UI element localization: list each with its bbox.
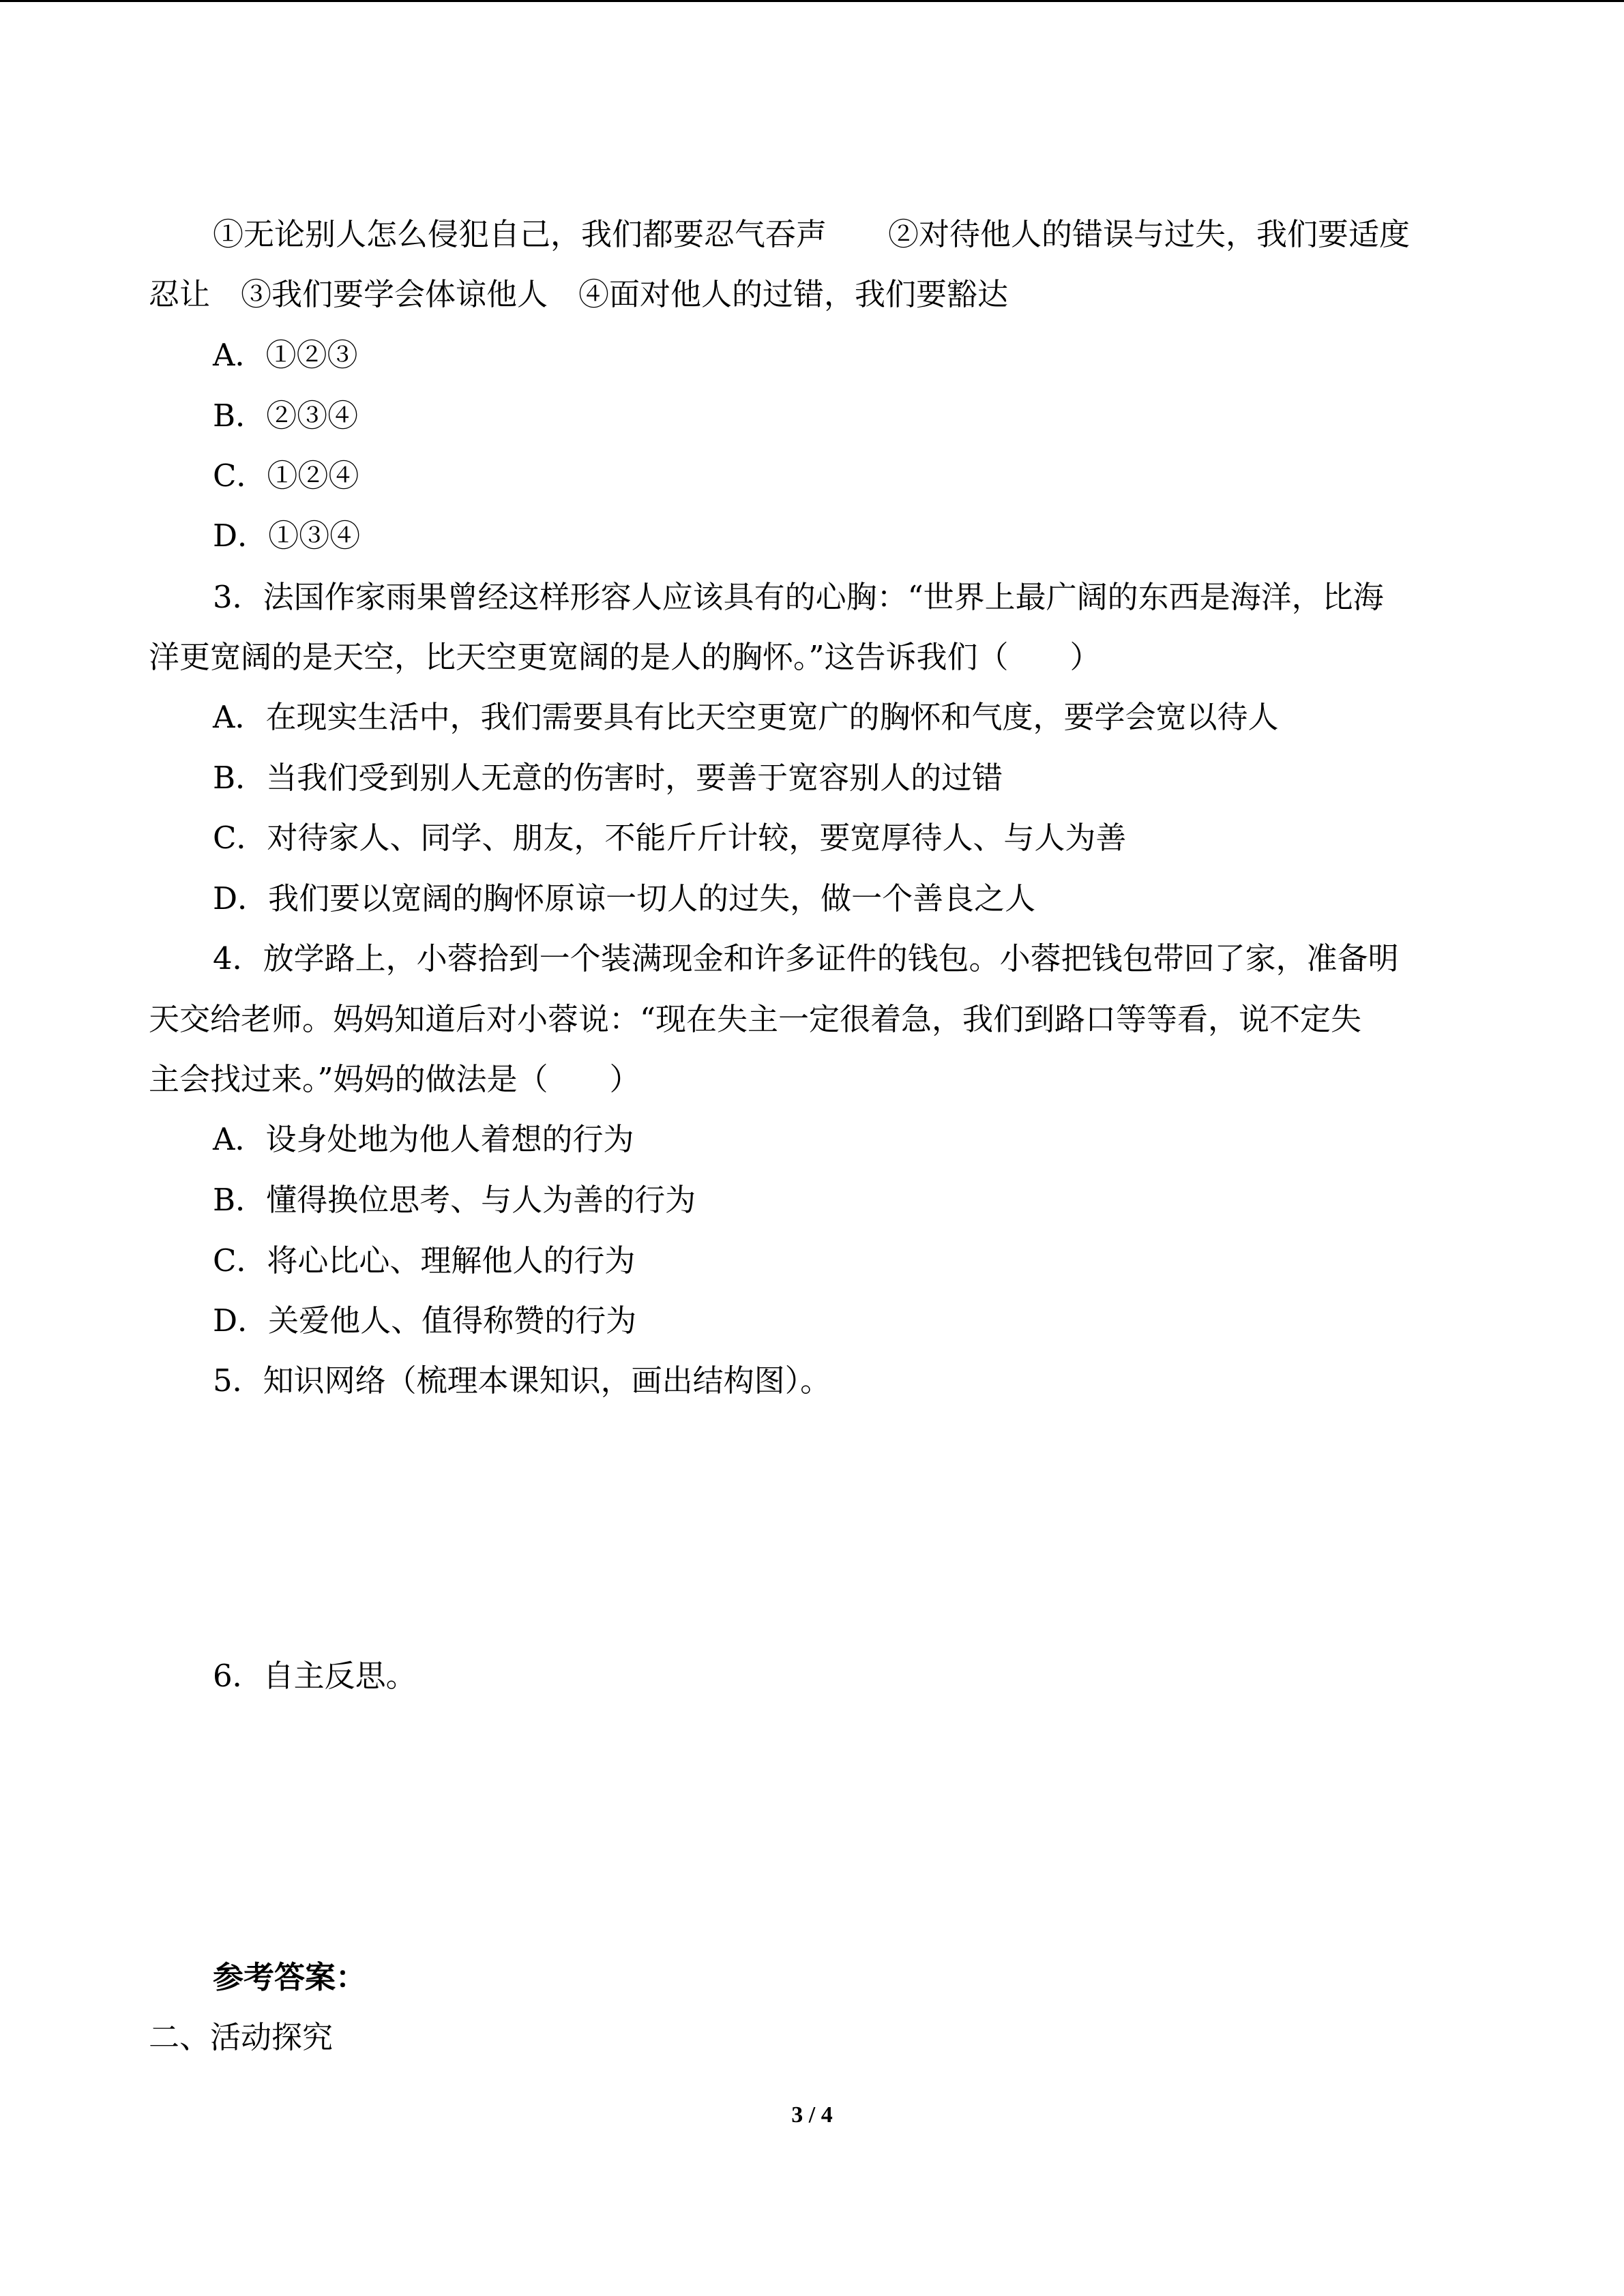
q4-option-d: D．关爱他人、值得称赞的行为 [213,1302,637,1339]
q4-option-a: A．设身处地为他人着想的行为 [213,1121,634,1157]
q2-option-a: A．①②③ [213,337,358,373]
q6-self-reflection: 6．自主反思。 [213,1658,417,1694]
q3-stem-line-1: 3．法国作家雨果曾经这样形容人应该具有的心胸：“世界上最广阔的东西是海洋，比海 [213,579,1384,615]
q2-option-d: D．①③④ [213,518,361,554]
q5-knowledge-network: 5．知识网络（梳理本课知识，画出结构图）。 [213,1362,831,1399]
q3-option-d: D．我们要以宽阔的胸怀原谅一切人的过失，做一个善良之人 [213,880,1036,916]
q2-option-c: C．①②④ [213,458,359,494]
q4-option-c: C．将心比心、理解他人的行为 [213,1242,636,1279]
section-heading: 二、活动探究 [149,2019,334,2055]
answer-heading: 参考答案： [213,1959,367,1995]
q3-option-b: B．当我们受到别人无意的伤害时，要善于宽容别人的过错 [213,760,1003,796]
q4-stem-line-3: 主会找过来。”妈妈的做法是（ ） [149,1061,640,1097]
q4-option-b: B．懂得换位思考、与人为善的行为 [213,1182,696,1218]
q3-option-a: A．在现实生活中，我们需要具有比天空更宽广的胸怀和气度，要学会宽以待人 [213,699,1279,735]
q3-stem-line-2: 洋更宽阔的是天空，比天空更宽阔的是人的胸怀。”这告诉我们（ ） [149,639,1101,675]
q3-option-c: C．对待家人、同学、朋友，不能斤斤计较，要宽厚待人、与人为善 [213,820,1127,856]
q2-option-b: B．②③④ [213,398,359,434]
q4-stem-line-1: 4．放学路上，小蓉拾到一个装满现金和许多证件的钱包。小蓉把钱包带回了家，准备明 [213,940,1399,976]
q4-stem-line-2: 天交给老师。妈妈知道后对小蓉说：“现在失主一定很着急，我们到路口等等看，说不定失 [149,1001,1362,1037]
page-number: 3 / 4 [791,2102,833,2128]
q2-stem-line-2: 忍让 ③我们要学会体谅他人 ④面对他人的过错，我们要豁达 [149,276,1009,312]
q2-stem-line-1: ①无论别人怎么侵犯自己，我们都要忍气吞声 ②对待他人的错误与过失，我们要适度 [213,216,1411,252]
